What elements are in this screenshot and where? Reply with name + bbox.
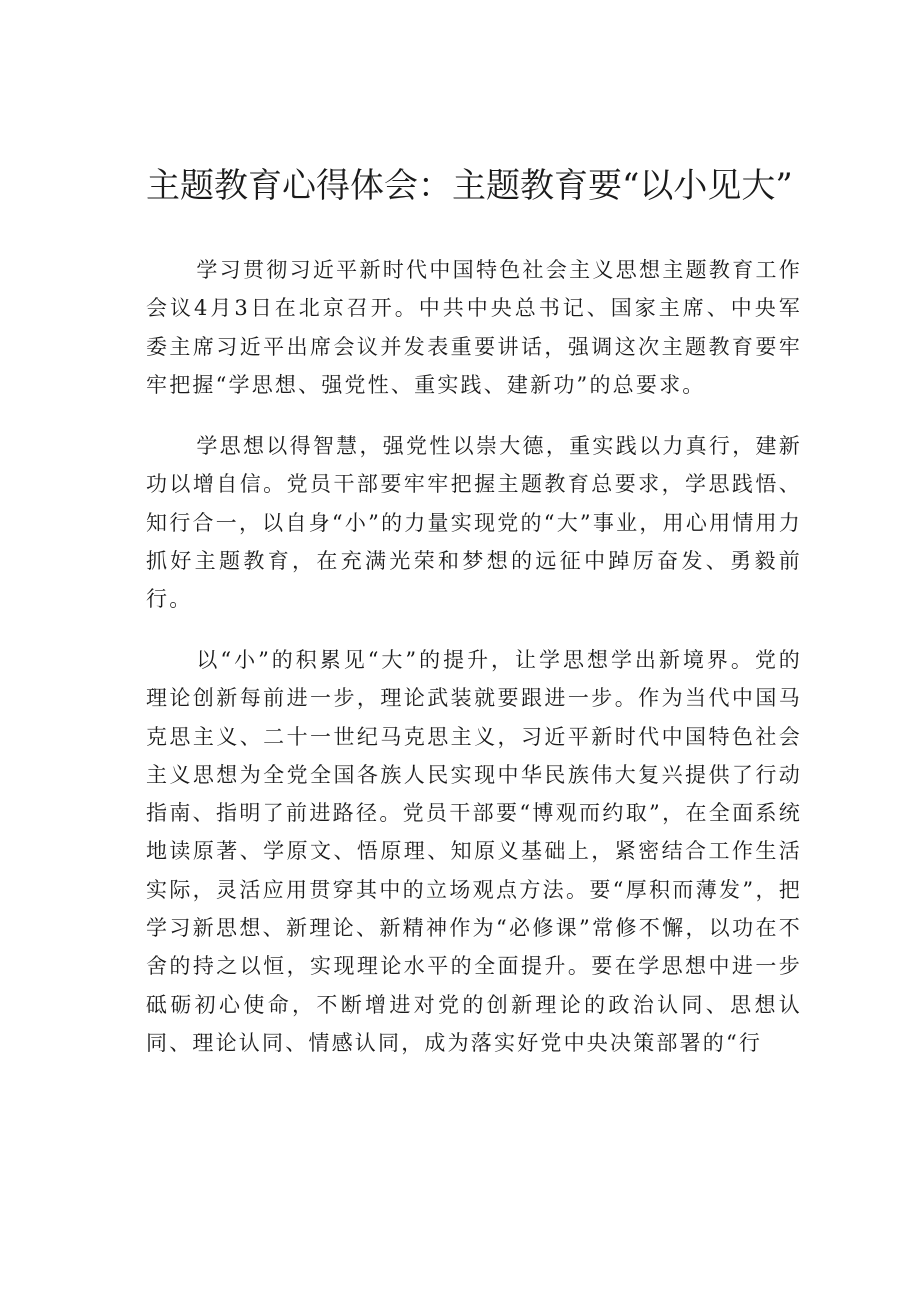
paragraph-intro: 学习贯彻习近平新时代中国特色社会主义思想主题教育工作会议4月3日在北京召开。中共中央总书记、国家主席、中央军委主席习近平出席会议并发表重要讲话，强调这次主题教育要牢牢把握“学思想、强党性、重实践、建新功”的总要求。 (146, 258, 802, 397)
document-title: 主题教育心得体会：主题教育要“以小见大” (146, 166, 793, 206)
paragraph-learn-thought: 以“小”的积累见“大”的提升，让学思想学出新境界。党的理论创新每前进一步，理论武装就要跟进一步。作为当代中国马克思主义、二十一世纪马克思主义，习近平新时代中国特色社会主义思想为全党全国各族人民实现中华民族伟大复兴提供了行动指南、指明了前进路径。党员干部要“博观而约取”，在全面系统地读原著、学原文、悟原理、知原义基础上，紧密结合工作生活实际，灵活应用贯穿其中的立场观点方法。要“厚积而薄发”，把学习新思想、新理论、新精神作为“必修课”常修不懈，以功在不舍的持之以恒，实现理论水平的全面提升。要在学思想中进一步砥砺初心使命，不断增进对党的创新理论的政治认同、思想认同、理论认同、情感认同，成为落实好党中央决策部署的“行 (146, 648, 802, 1055)
paragraph-requirements: 学思想以得智慧，强党性以崇大德，重实践以力真行，建新功以增自信。党员干部要牢牢把握主题教育总要求，学思践悟、知行合一，以自身“小”的力量实现党的“大”事业，用心用情用力抓好主题教育，在充满光荣和梦想的远征中踔厉奋发、勇毅前行。 (146, 434, 802, 612)
